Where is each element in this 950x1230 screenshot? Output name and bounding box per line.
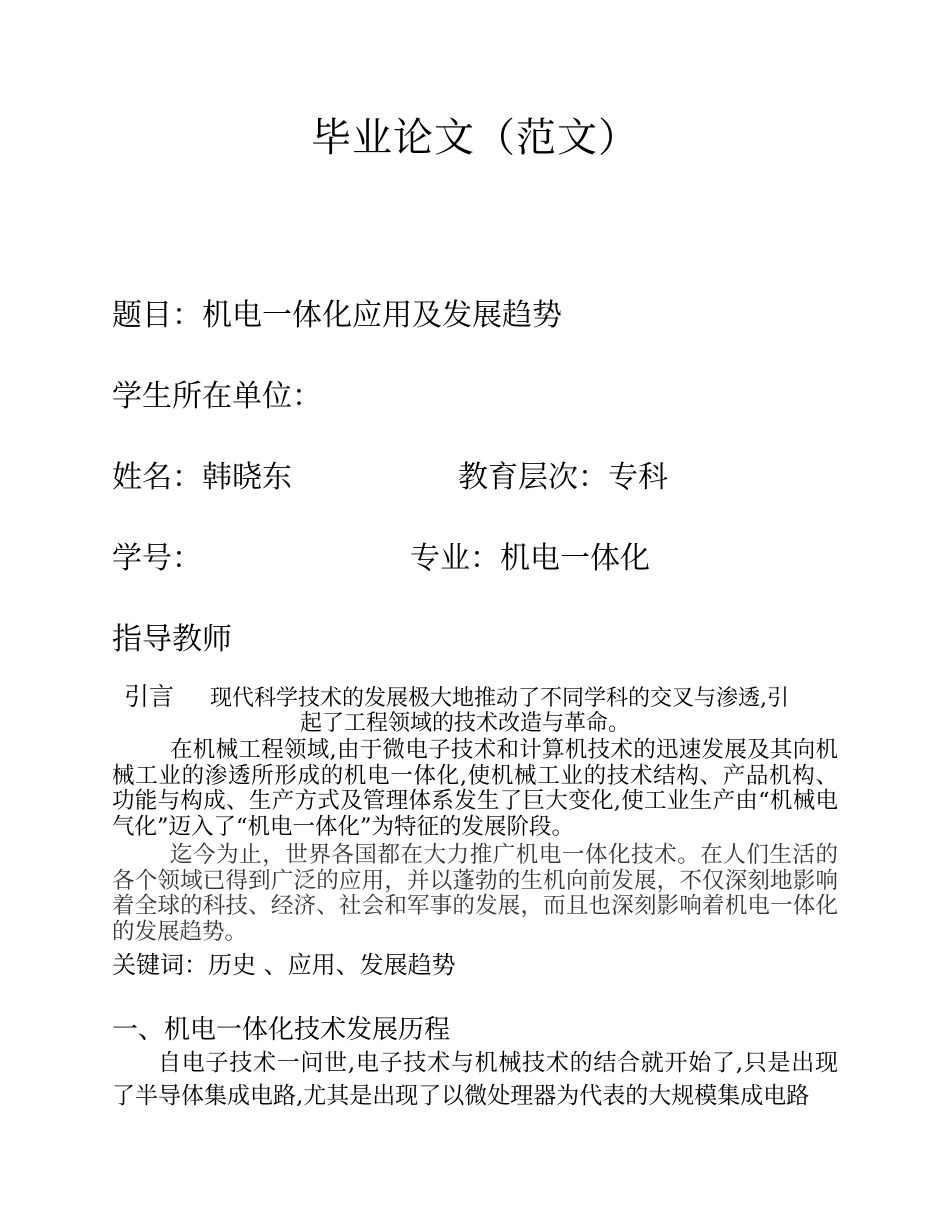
education-level-field: 教育层次：专科 [458,460,668,495]
keywords: 关键词：历史 、应用、发展趋势 [112,951,456,979]
introduction-label: 引言 [124,682,175,711]
section-1-text: 自电子技术一问世,电子技术与机械技术的结合就开始了,只是出现了半导体集成电路,尤其是出现了以微处理器为代表的大规模集成电路 [112,1050,838,1109]
introduction-line-1: 现代科学技术的发展极大地推动了不同学科的交叉与渗透,引 [210,686,789,711]
paragraph-2: 迄今为止，世界各国都在大力推广机电一体化技术。在人们生活的各个领域已得到广泛的应用，并以蓬勃的生机向前发展，不仅深刻地影响着全球的科技、经济、社会和军事的发展，而且也深刻影响着机电一体化的发展趋势。 [112,842,838,945]
paragraph-1: 在机械工程领域,由于微电子技术和计算机技术的迅速发展及其向机械工业的渗透所形成的机电一体化,使机械工业的技术结构、产品机构、功能与构成、生产方式及管理体系发生了巨大变化,使工业生产由“机械电气化”迈入了“机电一体化”为特征的发展阶段。 [112,737,838,840]
student-id-field: 学号： [112,541,202,576]
name-field: 姓名：韩晓东 [112,460,292,495]
document-title: 毕业论文（范文） [311,115,639,161]
topic-field: 题目：机电一体化应用及发展趋势 [112,298,562,333]
section-1-heading: 一、机电一体化技术发展历程 [112,1015,451,1045]
introduction-line-2: 起了工程领域的技术改造与革命。 [300,711,631,736]
advisor-field: 指导教师 [112,622,232,657]
unit-field: 学生所在单位： [112,379,322,414]
introduction [124,682,844,713]
major-field: 专业：机电一体化 [410,541,650,576]
